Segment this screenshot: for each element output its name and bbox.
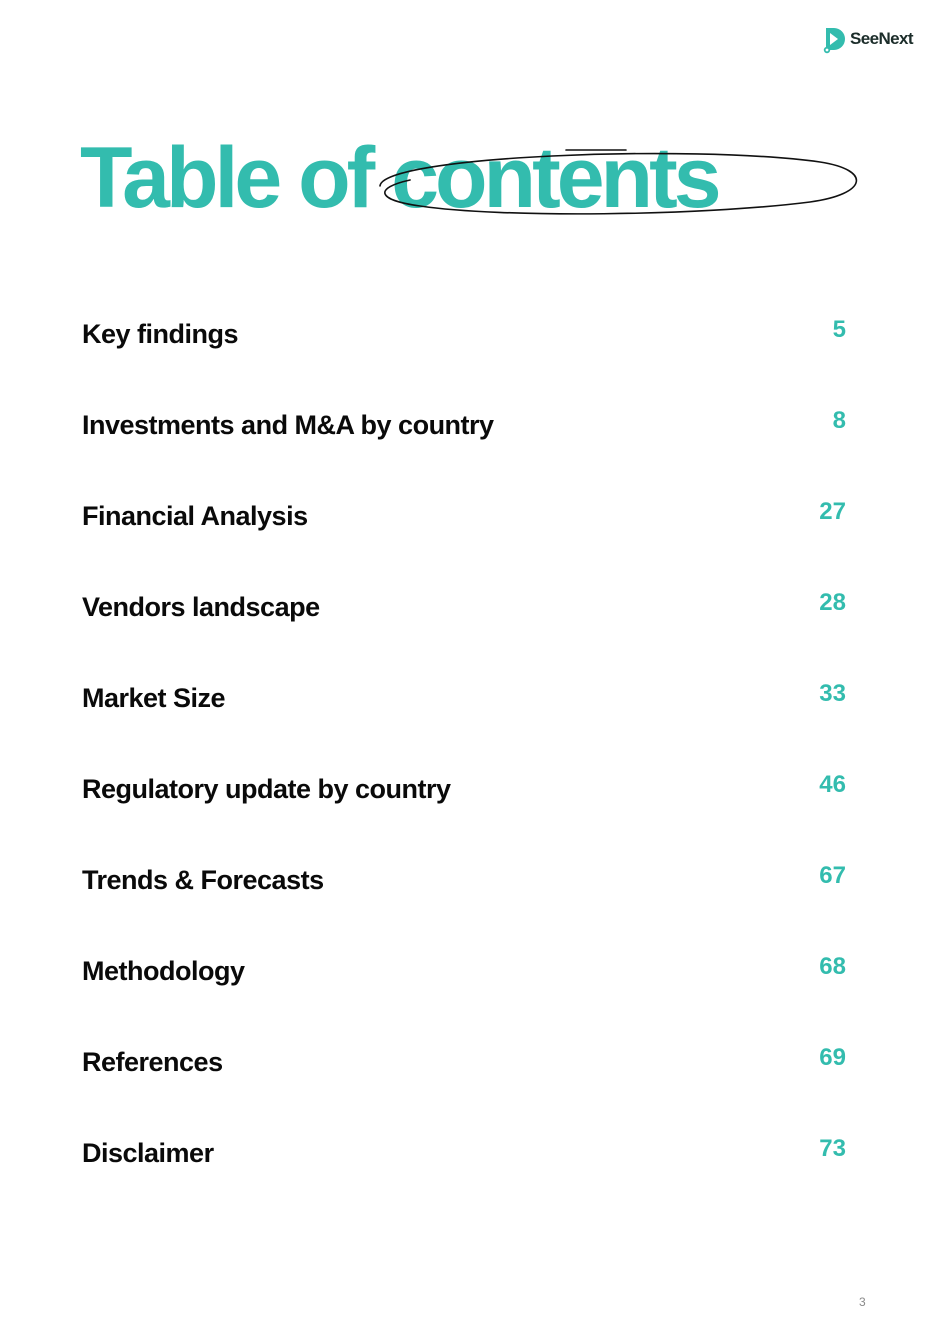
toc-entry[interactable]: [82, 680, 848, 771]
toc-entry-label: Financial Analysis: [82, 501, 308, 531]
toc-entry-label: Trends & Forecasts: [82, 865, 324, 895]
toc-entry-page-number: 28: [819, 589, 846, 616]
toc-entry-page-number: 27: [819, 498, 846, 525]
toc-entry[interactable]: [82, 1044, 848, 1135]
toc-entry[interactable]: [82, 407, 848, 498]
toc-entry-label: Methodology: [82, 956, 245, 986]
toc-entry-label: Investments and M&A by country: [82, 410, 494, 440]
toc-entry[interactable]: [82, 1135, 848, 1226]
toc-entry-page-number: 69: [819, 1044, 846, 1071]
toc-list: [82, 316, 848, 1226]
toc-entry[interactable]: [82, 589, 848, 680]
toc-entry-page-number: 68: [819, 953, 846, 980]
toc-entry-page-number: 8: [832, 407, 846, 434]
toc-entry-label: Vendors landscape: [82, 592, 320, 622]
toc-entry-page-number: 73: [819, 1135, 846, 1162]
toc-entry[interactable]: [82, 953, 848, 1044]
toc-entry[interactable]: [82, 771, 848, 862]
toc-entry-label: References: [82, 1047, 223, 1077]
toc-entry[interactable]: [82, 862, 848, 953]
toc-entry-page-number: 46: [819, 771, 846, 798]
toc-entry-label: Market Size: [82, 683, 226, 713]
toc-entry[interactable]: [82, 316, 848, 407]
toc-entry-page-number: 5: [832, 316, 846, 343]
toc-entry[interactable]: [82, 498, 848, 589]
brand-name: SeeNext: [850, 29, 913, 48]
page-number: 3: [859, 1295, 866, 1309]
toc-entry-page-number: 67: [819, 862, 846, 889]
toc-entry-label: Disclaimer: [82, 1138, 214, 1168]
title-block: [80, 128, 880, 228]
toc-entry-label: Key findings: [82, 319, 239, 349]
page-title: Table of contents: [80, 130, 718, 226]
toc-entry-page-number: 33: [819, 680, 846, 707]
seenext-logo-icon: [821, 24, 847, 54]
brand-logo: [821, 24, 913, 54]
toc-entry-label: Regulatory update by country: [82, 774, 451, 804]
